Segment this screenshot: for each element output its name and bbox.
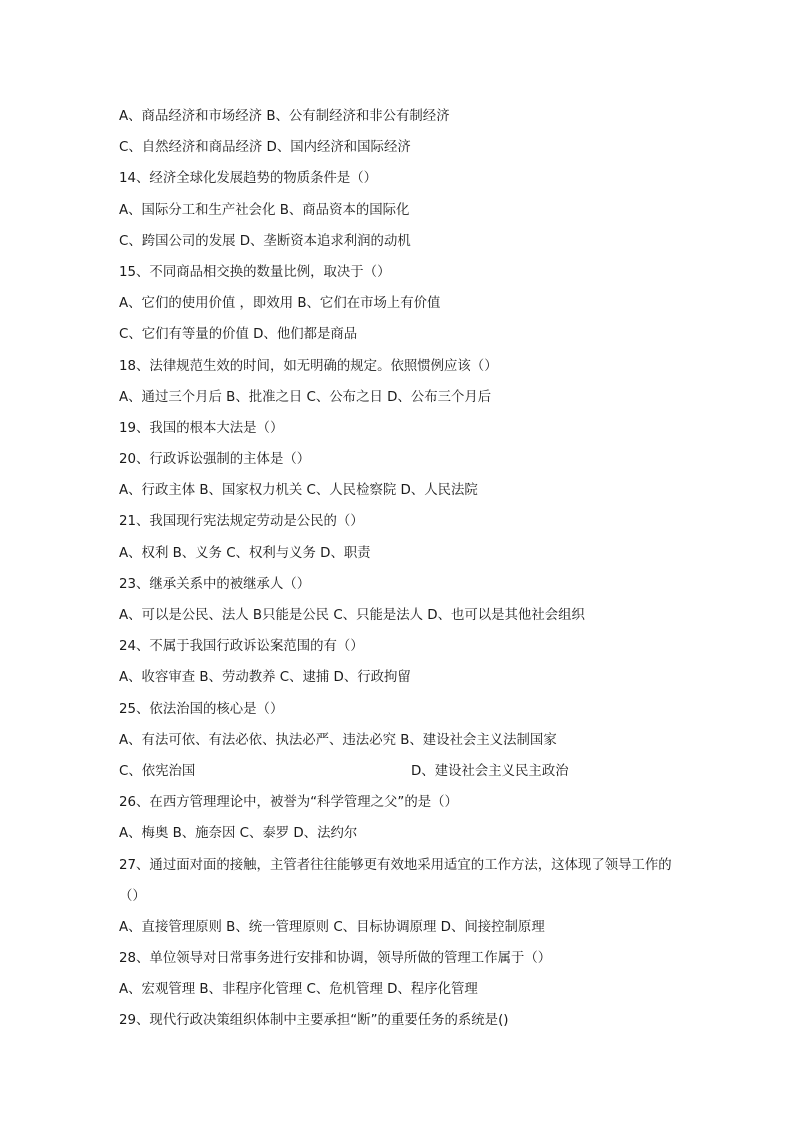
options-line: A、权利 B、义务 C、权利与义务 D、职责 bbox=[119, 545, 371, 561]
question-line: 18、法律规范生效的时间，如无明确的规定。依照惯例应该（） bbox=[119, 358, 498, 374]
options-line: C、跨国公司的发展 D、垄断资本追求利润的动机 bbox=[119, 233, 411, 249]
options-line: A、收容审查 B、劳动教养 C、逮捕 D、行政拘留 bbox=[119, 670, 411, 686]
options-line: C、它们有等量的价值 D、他们都是商品 bbox=[119, 327, 358, 343]
document-body bbox=[119, 101, 679, 1037]
text-line: C、自然经济和商品经济 D、国内经济和国际经济 bbox=[119, 140, 411, 156]
options-line: A、通过三个月后 B、批准之日 C、公布之日 D、公布三个月后 bbox=[119, 389, 492, 405]
text-line: A、商品经济和市场经济 B、公有制经济和非公有制经济 bbox=[119, 109, 450, 124]
question-line: 20、行政诉讼强制的主体是（） bbox=[119, 452, 311, 468]
question-line: 14、经济全球化发展趋势的物质条件是（） bbox=[119, 171, 378, 187]
options-line: A、国际分工和生产社会化 B、商品资本的国际化 bbox=[119, 202, 410, 218]
question-line: 19、我国的根本大法是（） bbox=[119, 420, 284, 436]
options-line: A、有法可依、有法必依、执法必严、违法必究 B、建设社会主义法制国家 bbox=[119, 732, 557, 748]
question-line: 24、不属于我国行政诉讼案范围的有（） bbox=[119, 639, 364, 655]
options-line: A、宏观管理 B、非程序化管理 C、危机管理 D、程序化管理 bbox=[119, 982, 478, 998]
question-line: 23、继承关系中的被继承人（） bbox=[119, 576, 311, 592]
question-line: 25、依法治国的核心是（） bbox=[119, 701, 284, 717]
options-line: A、可以是公民、法人 B只能是公民 C、只能是法人 D、也可以是其他社会组织 bbox=[119, 608, 585, 623]
options-line bbox=[119, 756, 679, 787]
question-line: 26、在西方管理理论中，被誉为“科学管理之父”的是（） bbox=[119, 795, 458, 811]
question-line: 27、通过面对面的接触，主管者往往能够更有效地采用适宜的工作方法，这体现了领导工作的（） bbox=[119, 857, 672, 904]
question-line: 29、现代行政决策组织体制中主要承担“断”的重要任务的系统是() bbox=[119, 1013, 509, 1029]
option-d: D、建设社会主义民主政治 bbox=[411, 763, 569, 779]
options-line: A、梅奥 B、施奈因 C、泰罗 D、法约尔 bbox=[119, 826, 358, 842]
question-line: 28、单位领导对日常事务进行安排和协调，领导所做的管理工作属于（） bbox=[119, 951, 552, 967]
options-line: A、它们的使用价值 ，即效用 B、它们在市场上有价值 bbox=[119, 296, 441, 312]
question-line: 21、我国现行宪法规定劳动是公民的（） bbox=[119, 514, 364, 530]
option-c: C、依宪治国 bbox=[119, 763, 196, 779]
options-line: A、直接管理原则 B、统一管理原则 C、目标协调原理 D、间接控制原理 bbox=[119, 919, 545, 935]
options-line: A、行政主体 B、国家权力机关 C、人民检察院 D、人民法院 bbox=[119, 483, 478, 499]
question-line: 15、不同商品相交换的数量比例，取决于（） bbox=[119, 264, 391, 280]
